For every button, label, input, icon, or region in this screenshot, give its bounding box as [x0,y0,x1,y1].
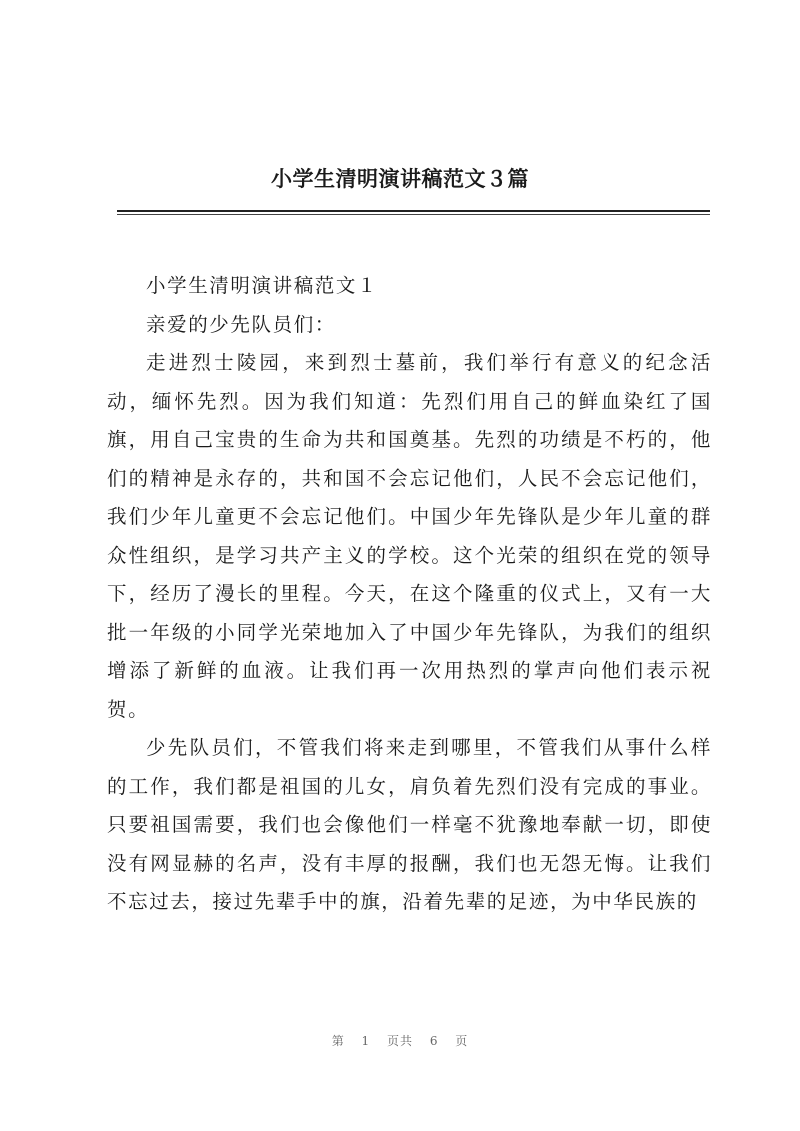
body-paragraph: 走进烈士陵园，来到烈士墓前，我们举行有意义的纪念活动，缅怀先烈。因为我们知道：先烈们用自己的鲜血染红了国旗，用自己宝贵的生命为共和国奠基。先烈的功绩是不朽的，他们的精神是永存的，共和国不会忘记他们，人民不会忘记他们，我们少年儿童更不会忘记他们。中国少年先锋队是少年儿童的群众性组织，是学习共产主义的学校。这个光荣的组织在党的领导下，经历了漫长的里程。今天，在这个隆重的仪式上，又有一大批一年级的小同学光荣地加入了中国少年先锋队，为我们的组织增添了新鲜的血液。让我们再一次用热烈的掌声向他们表示祝贺。 [107,351,712,721]
title-underline [117,210,710,212]
document-title: 小学生清明演讲稿范文３篇 [271,166,529,191]
page-footer: 第 1 页共 6 页 [331,1034,469,1048]
body-paragraph: 少先队员们，不管我们将来走到哪里，不管我们从事什么样的工作，我们都是祖国的儿女，肩负着先烈们没有完成的事业。只要祖国需要，我们也会像他们一样毫不犹豫地奉献一切，即使没有网显赫的名声，没有丰厚的报酬，我们也无怨无悔。让我们不忘过去，接过先辈手中的旗，沿着先辈的足迹，为中华民族的 [107,736,712,913]
title-underline-thin [117,214,710,215]
document-body [107,267,712,922]
salutation: 亲爱的少先队员们： [146,312,336,336]
section-heading: 小学生清明演讲稿范文１ [146,274,379,297]
